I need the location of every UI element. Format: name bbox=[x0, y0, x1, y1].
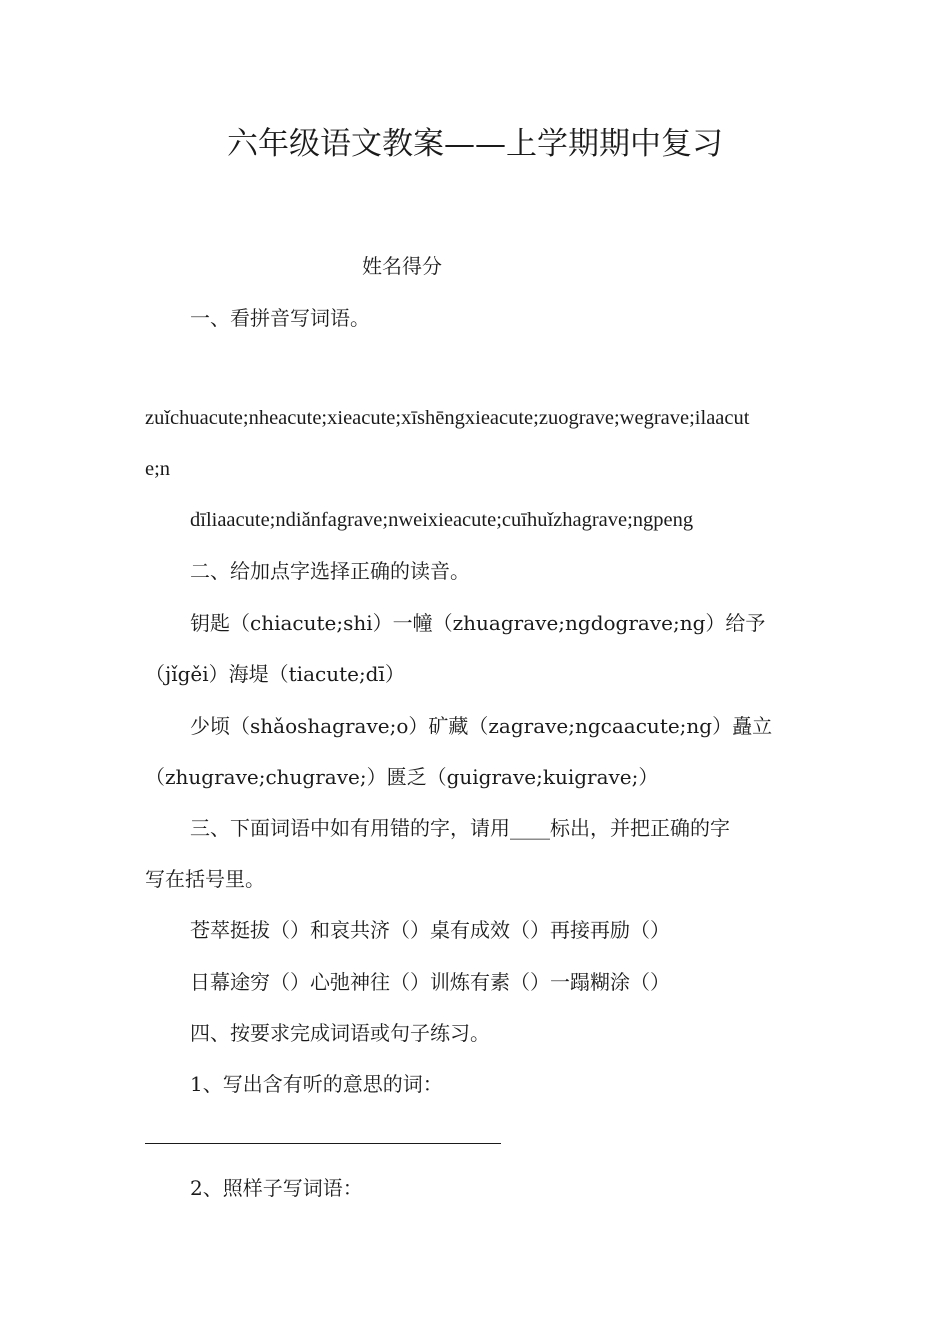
question-2: 2、照样子写词语： bbox=[190, 1176, 363, 1200]
document-title: 六年级语文教案——上学期期中复习 bbox=[227, 126, 723, 162]
name-score-fields: 姓名得分 bbox=[362, 254, 442, 278]
pinyin-line: dīliaacute;ndiǎnfagrave;nweixieacute;cuīhuǐzhagrave;ngpeng bbox=[190, 509, 694, 531]
correction-line: 苍萃挺拔（）和哀共济（）桌有成效（）再接再励（） bbox=[190, 918, 670, 942]
section-3-heading: 三、下面词语中如有用错的字，请用____标出，并把正确的字 bbox=[190, 816, 730, 840]
reading-choice-line: 钥匙（chiacute;shi）一幢（zhuagrave;ngdograve;ng）给予 bbox=[190, 611, 766, 635]
pinyin-line: e;n bbox=[145, 458, 171, 480]
section-4-heading: 四、按要求完成词语或句子练习。 bbox=[190, 1021, 490, 1045]
section-3-heading-cont: 写在括号里。 bbox=[145, 867, 265, 891]
correction-line: 日幕途穷（）心弛神往（）训炼有素（）一蹋糊涂（） bbox=[190, 970, 670, 994]
answer-blank-line[interactable] bbox=[145, 1143, 501, 1144]
reading-choice-line: （jǐgěi）海堤（tiacute;dī） bbox=[145, 662, 405, 686]
section-2-heading: 二、给加点字选择正确的读音。 bbox=[190, 559, 470, 583]
reading-choice-line: （zhugrave;chugrave;）匮乏（guigrave;kuigrave;） bbox=[145, 765, 659, 789]
reading-choice-line: 少顷（shǎoshagrave;o）矿藏（zagrave;ngcaacute;ng）矗立 bbox=[190, 714, 773, 738]
section-1-heading: 一、看拼音写词语。 bbox=[190, 306, 370, 330]
question-1: 1、写出含有听的意思的词： bbox=[190, 1072, 443, 1096]
pinyin-line: zuǐchuacute;nheacute;xieacute;xīshēngxieacute;zuograve;wegrave;ilaacut bbox=[145, 407, 750, 429]
